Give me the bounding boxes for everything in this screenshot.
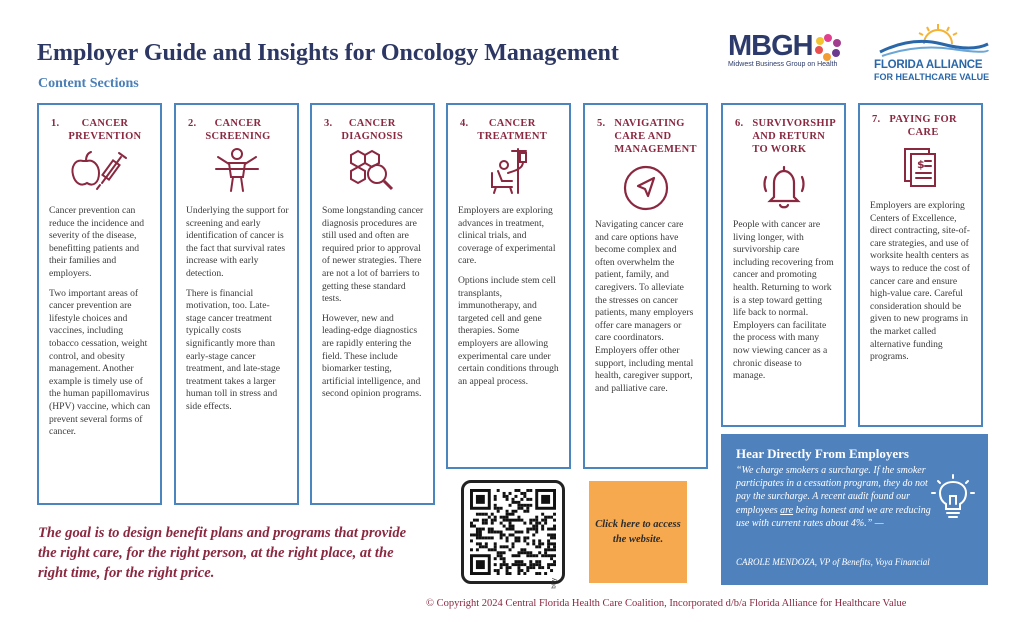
quote-box-title: Hear Directly From Employers	[736, 446, 909, 461]
card-heading-line: PAYING FOR	[889, 114, 957, 125]
card-paragraph: However, new and leading-edge diagnostics are rapidly entering the field. These include biomarker testing, artificial intelligence, and second opinion programs.	[322, 312, 422, 400]
goal-statement: The goal is to design benefit plans and programs that provide the right care, for the right person, at the right place, at the right time, for the right price.	[38, 525, 407, 581]
quote-text: being honest and we are reducing use with current rates about 4%.” —	[736, 504, 931, 529]
card-heading-line: CANCER	[214, 118, 262, 129]
card-heading-line: SURVIVORSHIP	[752, 118, 836, 129]
mbgh-logo-subtitle: Midwest Business Group on Health	[728, 61, 838, 68]
card-heading-line: DIAGNOSIS	[341, 131, 404, 142]
card-body	[595, 219, 698, 402]
section-card-paying	[858, 103, 983, 427]
section-card-diagnosis	[310, 103, 435, 505]
lightbulb-icon	[931, 474, 975, 520]
employer-quote-box	[721, 434, 988, 585]
fahv-logo-line1: FLORIDA ALLIANCE	[874, 59, 983, 71]
card-paragraph: Options include stem cell transplants, immunotherapy, and targeted cell and gene therapies. Some employers are allowing experimental care under certain conditions through an appeal process.	[458, 274, 559, 387]
card-body	[186, 205, 289, 421]
fahv-logo	[872, 22, 990, 82]
card-heading-line: MANAGEMENT	[614, 144, 697, 155]
card-heading	[460, 117, 547, 143]
card-number: 7.	[872, 114, 881, 125]
card-heading-line: AND RETURN	[752, 131, 826, 142]
qr-tag: bitly	[552, 578, 558, 589]
card-body	[49, 205, 152, 446]
card-heading-line: TO WORK	[752, 144, 807, 155]
card-paragraph: Underlying the support for screening and early identification of cancer is the fact that survival rates increase with early detection.	[186, 205, 289, 279]
mbgh-ribbon-icon	[812, 32, 844, 62]
mbgh-logo	[728, 30, 853, 68]
card-paragraph: Employers are exploring Centers of Excellence, direct contracting, site-of-care strategies, and use of worksite health centers as ways to reduce the cost of cancer care and ensure high-value care. Careful consideration should be given to new programs in the market called alternative funding programs.	[870, 200, 970, 363]
card-paragraph: Navigating cancer care and care options have become complex and often overwhelm the patient, family, and caregivers. To alleviate the stresses on cancer patients, many employers offer care managers or care coordinators. Employers offer other support, including mental health, caregiver support, and palliative care.	[595, 219, 694, 394]
card-paragraph: There is financial motivation, too. Late-stage cancer treatment typically costs significantly more than early-stage cancer treatment, and late-stage treatment takes a larger human toll in stress and side effects.	[186, 287, 281, 412]
card-heading-line: NAVIGATING	[614, 118, 685, 129]
apple-syringe-icon	[69, 147, 131, 191]
fahv-logo-line2: FOR HEALTHCARE VALUE	[874, 72, 990, 82]
card-number: 2.	[188, 118, 197, 129]
compass-icon	[621, 163, 671, 213]
card-paragraph: Cancer prevention can reduce the incidence and severity of the disease, benefitting patients and their families and employers.	[49, 205, 145, 279]
section-subtitle: Content Sections	[38, 76, 139, 91]
card-heading-line: PREVENTION	[68, 131, 142, 142]
qr-code[interactable]	[461, 480, 565, 589]
website-link-label: Click here to access the website.	[595, 519, 681, 545]
section-card-prevention	[37, 103, 162, 505]
card-heading-line: CANCER	[488, 118, 536, 129]
card-heading	[597, 117, 697, 156]
page-title: Employer Guide and Insights for Oncology Management	[37, 40, 619, 66]
card-paragraph: Employers are exploring advances in treatment, clinical trials, and coverage of experimental care.	[458, 205, 556, 267]
card-heading	[735, 117, 836, 156]
card-body	[733, 219, 836, 390]
mbgh-logo-word: MBGH	[728, 30, 813, 62]
card-number: 3.	[324, 118, 333, 129]
qr-code-pattern	[470, 489, 556, 575]
card-body	[322, 205, 425, 408]
quote-attribution: CAROLE MENDOZA, VP of Benefits, Voya Financial	[736, 557, 930, 567]
card-paragraph: People with cancer are living longer, with survivorship care including recovering from cancer and promoting health. Returning to work is a step toward getting life back to normal. Employers can facilitate the process with many now viewing cancer as a chronic disease to manage.	[733, 219, 834, 382]
section-card-screening	[174, 103, 299, 505]
bell-icon	[759, 163, 809, 211]
card-number: 4.	[460, 118, 469, 129]
card-paragraph: Two important areas of cancer prevention are lifestyle choices and vaccines, including tobacco cessation, weight control, and obesity management. Another example is timely use of the human papillomavirus (HPV) vaccine, which can prevent several forms of cancer.	[49, 287, 151, 438]
cells-magnifier-icon	[348, 149, 398, 193]
quote-text: “We charge smokers a surcharge. If the smoker participates in a cessation program, they do not pay the surcharge. A recent audit found our employees	[736, 465, 928, 516]
section-card-survivorship	[721, 103, 846, 427]
card-heading-line: CANCER	[81, 118, 129, 129]
card-heading-line: CARE	[907, 127, 939, 138]
card-number: 5.	[597, 118, 606, 129]
section-card-navigating	[583, 103, 708, 469]
employer-quote	[736, 464, 941, 530]
card-number: 1.	[51, 118, 60, 129]
section-card-treatment	[446, 103, 571, 469]
card-body	[870, 200, 973, 371]
svg-text:$: $	[916, 158, 925, 171]
invoice-dollar-icon	[899, 145, 943, 189]
website-link-button[interactable]	[589, 481, 687, 583]
card-heading-line: TREATMENT	[477, 131, 548, 142]
card-heading	[872, 113, 957, 139]
card-heading-line: CARE AND	[614, 131, 672, 142]
card-body	[458, 205, 561, 395]
infusion-chair-icon	[484, 147, 534, 197]
card-heading	[324, 117, 403, 143]
copyright-notice: © Copyright 2024 Central Florida Health Care Coalition, Incorporated d/b/a Florida Alliance for Healthcare Value	[426, 598, 907, 609]
quote-underlined: are	[780, 504, 794, 516]
card-number: 6.	[735, 118, 744, 129]
card-heading	[51, 117, 141, 143]
card-heading-line: SCREENING	[205, 131, 271, 142]
card-heading-line: CANCER	[348, 118, 396, 129]
sun-wave-icon	[872, 22, 990, 60]
card-paragraph: Some longstanding cancer diagnosis procedures are still used and often are required prior to approval of newer strategies. There are not a lot of barriers to getting these standard tests.	[322, 205, 424, 305]
person-scan-icon	[212, 145, 262, 193]
card-heading	[188, 117, 271, 143]
